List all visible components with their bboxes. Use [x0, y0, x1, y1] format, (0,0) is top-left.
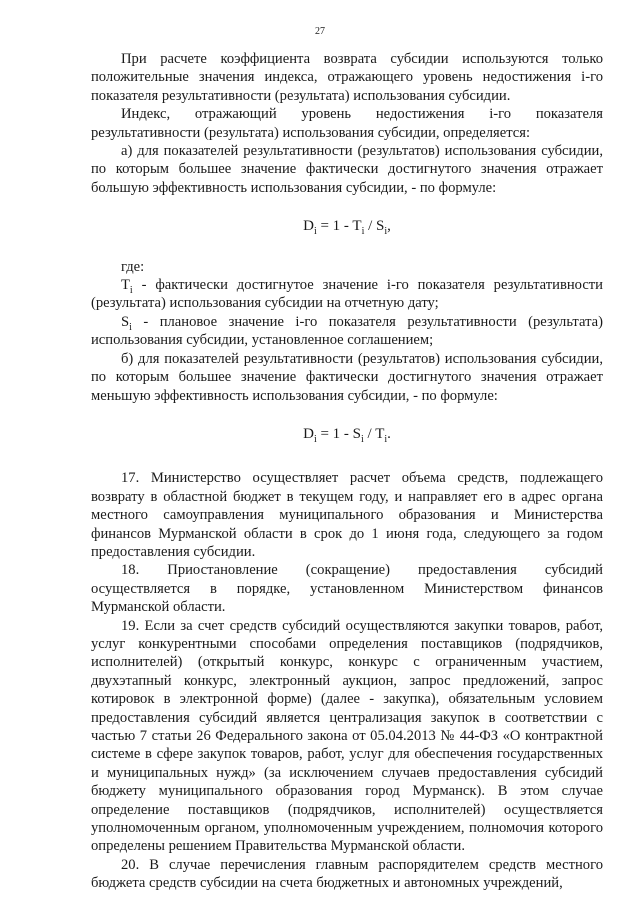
formula-case-b [91, 425, 603, 443]
t-symbol-sub: i [129, 284, 133, 296]
formula-a-lhs-sub: i [313, 226, 317, 238]
formula-b-lhs: D [303, 425, 314, 442]
paragraph-case-a: а) для показателей результативности (результатов) использования субсидии, по которым большее значение фактически достигнутого значения отражает большую эффективность использования субсидии, - по формуле: [91, 143, 603, 196]
paragraph-index-usage: При расчете коэффициента возврата субсидии используются только положительные значения индекса, отражающего уровень недостижения i-го показателя результативности (результата) использования субсидии. [91, 51, 603, 104]
s-definition-text: - плановое значение i-го показателя результативности (результата) использования субсидии, установленное соглашением; [91, 313, 603, 349]
formula-b-div: / T [363, 425, 385, 442]
definition-s [91, 313, 603, 350]
document-body [91, 50, 603, 893]
paragraph-17: 17. Министерство осуществляет расчет объема средств, подлежащего возврату в областной бюджет в текущем году, и направляет его в адрес органа местного самоуправления муниципального образования и Министерства финансов Мурманской области в срок до 1 июня года, следующего за годом предоставления субсидии. [91, 470, 603, 560]
t-symbol: T [121, 277, 130, 294]
paragraph-18: 18. Приостановление (сокращение) предоставления субсидий осуществляется в порядке, установленном Министерством финансов Мурманской области. [91, 562, 603, 616]
formula-b-mid: = 1 - S [316, 425, 362, 442]
formula-b-mid-sub: i [361, 433, 364, 445]
t-definition-text: - фактически достигнутое значение i-го показателя результативности (результата) использования субсидии на отчетную дату; [91, 277, 603, 312]
s-symbol: S [121, 313, 130, 330]
paragraph-case-b: б) для показателей результативности (результатов) использования субсидии, по которым большее значение фактически достигнутого значения отражает меньшую эффективность использования субсидии, - по формуле: [91, 350, 603, 404]
formula-b-div-sub: i [384, 433, 388, 445]
paragraph-19: 19. Если за счет средств субсидий осуществляются закупки товаров, работ, услуг конкурентными способами определения поставщиков (подрядчиков, исполнителей) (открытый конкурс, конкурс с ограниченным участием, двухэтапный конкурс, электронный аукцион, запрос предложений, запрос котировок в электронной форме) (далее - закупка), обязательным условием предоставления субсидий является централизация закупок в соответствии с частью 7 статьи 26 Федерального закона от 05.04.2013 № 44-ФЗ «О контрактной системе в сфере закупок товаров, работ, услуг для обеспечения государственных и муниципальных нужд» (за исключением случаев предоставления субсидий бюджету муниципального образования город Мурманск). В этом случае определение поставщиков (подрядчиков, исполнителей) осуществляется уполномоченным органом, уполномоченным учреждением, полномочия которого определены решением Правительства Мурманской области. [91, 617, 603, 855]
page-number: 27 [315, 26, 325, 37]
paragraph-index-definition: Индекс, отражающий уровень недостижения i-го показателя результативности (результата) использования субсидии, определяется: [91, 106, 603, 141]
formula-b-lhs-sub: i [313, 433, 317, 445]
formula-b-end: . [387, 425, 391, 442]
formula-a-mid-sub: i [361, 226, 365, 238]
formula-a-div: / S [364, 218, 385, 235]
where-label: где: [121, 258, 145, 275]
s-symbol-sub: i [129, 321, 132, 333]
paragraph-20: 20. В случае перечисления главным распорядителем средств местного бюджета средств субсидии на счета бюджетных и автономных учреждений, [91, 856, 603, 892]
formula-a-mid: = 1 - T [316, 218, 362, 235]
definition-t [91, 276, 603, 313]
formula-a-div-sub: i [384, 226, 388, 238]
formula-case-a [91, 217, 603, 238]
formula-a-lhs: D [303, 218, 314, 235]
formula-a-end: , [387, 218, 391, 235]
